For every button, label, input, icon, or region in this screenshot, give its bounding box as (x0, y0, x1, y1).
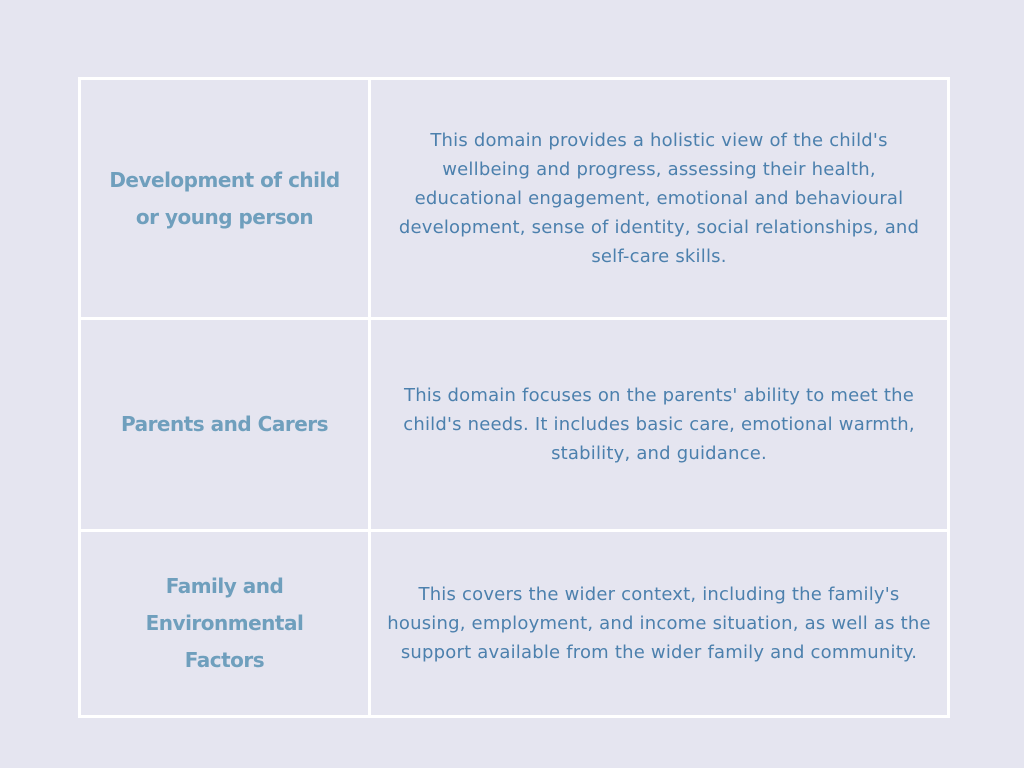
table-row (80, 531, 949, 717)
domain-description: This domain provides a holistic view of the child's wellbeing and progress, assessing their health, educational engagement, emotional and behavioural development, sense of identity, social relationships, and self-care skills. (398, 130, 920, 267)
domain-description-cell (370, 319, 949, 531)
domain-label-cell (80, 79, 370, 319)
domain-description-cell (370, 79, 949, 319)
table-row (80, 79, 949, 319)
domain-label: Development of child or young person (109, 167, 340, 229)
domain-label: Family and Environmental Factors (145, 574, 304, 672)
domain-description: This covers the wider context, including the family's housing, employment, and income situation, as well as the support available from the wider family and community. (387, 584, 931, 663)
assessment-domains-table (78, 77, 950, 718)
domain-description-cell (370, 531, 949, 717)
domain-label: Parents and Carers (120, 412, 329, 436)
domain-label-cell (80, 319, 370, 531)
domain-label-cell (80, 531, 370, 717)
table-row (80, 319, 949, 531)
domain-description: This domain focuses on the parents' ability to meet the child's needs. It includes basic care, emotional warmth, stability, and guidance. (403, 385, 915, 464)
